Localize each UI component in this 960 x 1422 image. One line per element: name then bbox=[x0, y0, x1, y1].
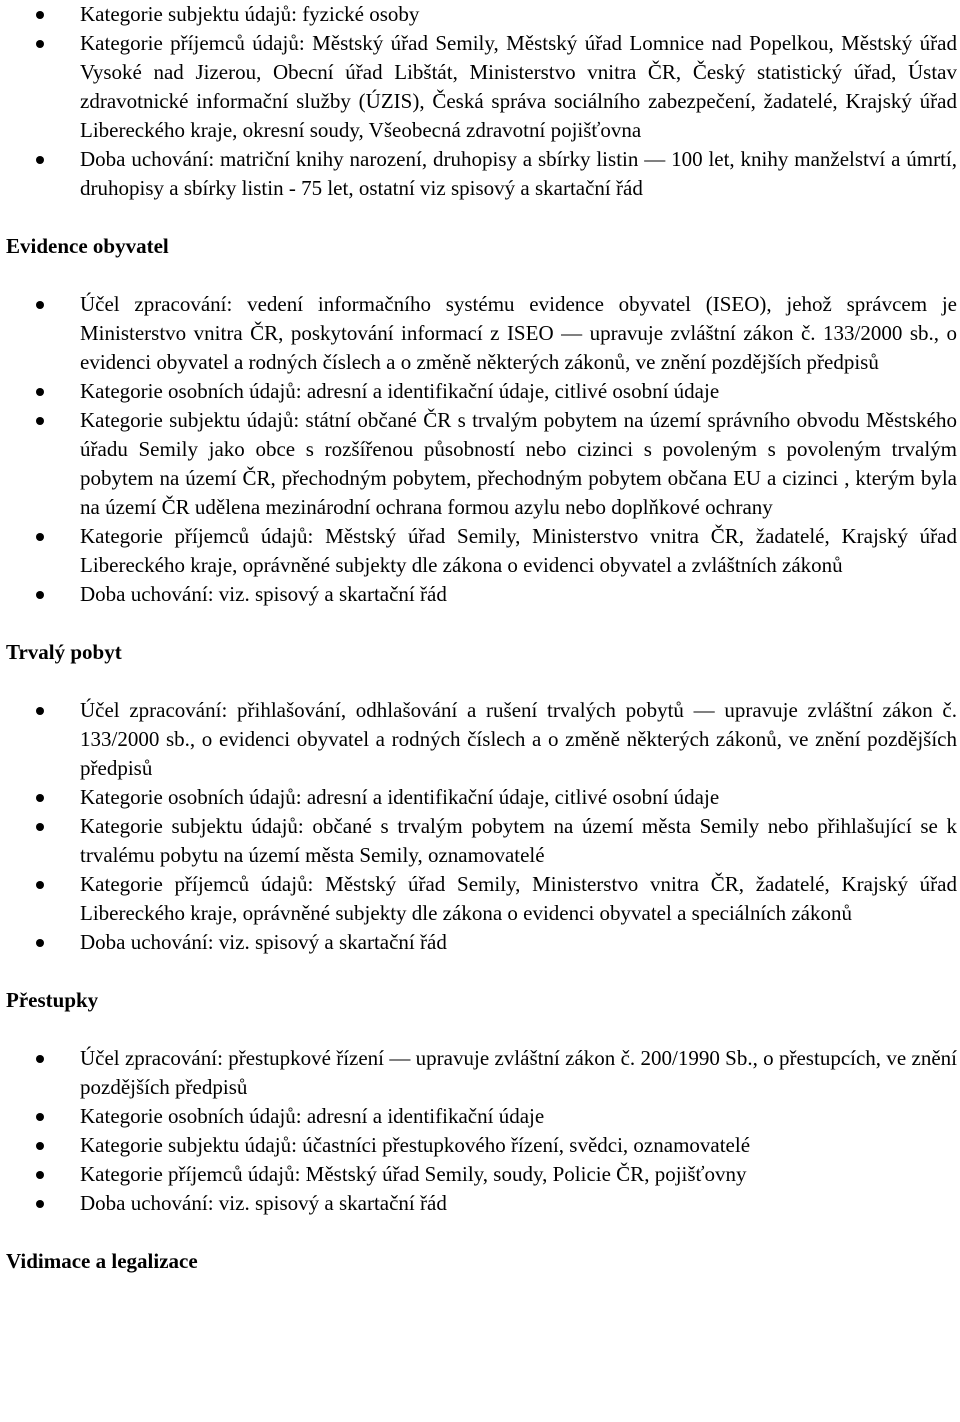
list-item: Účel zpracování: vedení informačního systému evidence obyvatel (ISEO), jehož správcem je Ministerstvo vnitra ČR, poskytování informací z ISEO — upravuje zvláštní zákon č. 133/2000 sb., o evidenci obyvatel a rodných číslech a o změně některých zákonů, ve znění pozdějších předpisů bbox=[80, 290, 957, 377]
section-heading: Přestupky bbox=[6, 988, 99, 1012]
list-item: Kategorie subjektu údajů: státní občané ČR s trvalým pobytem na území správního obvodu Městského úřadu Semily jako obce s rozšířenou působností nebo cizinci s povoleným s povoleným trvalým pobytem na území ČR, přechodným pobytem, přechodným pobytem občana EU a cizinci , kterým byla na území ČR udělena mezinárodní ochrana formou azylu nebo doplňkové ochrany bbox=[80, 406, 957, 522]
intro-list bbox=[0, 0, 960, 203]
bullet-icon bbox=[36, 881, 44, 889]
list-item: Kategorie příjemců údajů: Městský úřad Semily, Městský úřad Lomnice nad Popelkou, Městský úřad Vysoké nad Jizerou, Obecní úřad Libštát, Ministerstvo vnitra ČR, Český statistický úřad, Ústav zdravotnické informační služby (ÚZIS), Česká správa sociálního zabezpečení, žadatelé, Krajský úřad Libereckého kraje, okresní soudy, Všeobecná zdravotní pojišťovna bbox=[80, 29, 957, 145]
list-item: Doba uchování: viz. spisový a skartační řád bbox=[80, 928, 957, 957]
list-item: Kategorie osobních údajů: adresní a identifikační údaje bbox=[80, 1102, 957, 1131]
list-item: Kategorie subjektu údajů: občané s trvalým pobytem na území města Semily nebo přihlašující se k trvalému pobytu na území města Semily, oznamovatelé bbox=[80, 812, 957, 870]
bullet-icon bbox=[36, 1200, 44, 1208]
bullet-icon bbox=[36, 11, 44, 19]
bullet-icon bbox=[36, 301, 44, 309]
section-list bbox=[0, 1044, 960, 1218]
bullet-icon bbox=[36, 417, 44, 425]
list-item: Kategorie subjektu údajů: účastníci přestupkového řízení, svědci, oznamovatelé bbox=[80, 1131, 957, 1160]
bullet-icon bbox=[36, 591, 44, 599]
list-item: Účel zpracování: přihlašování, odhlašování a rušení trvalých pobytů — upravuje zvláštní zákon č. 133/2000 sb., o evidenci obyvatel a rodných číslech a o změně některých zákonů, ve znění pozdějších předpisů bbox=[80, 696, 957, 783]
bullet-icon bbox=[36, 533, 44, 541]
list-item: Kategorie příjemců údajů: Městský úřad Semily, soudy, Policie ČR, pojišťovny bbox=[80, 1160, 957, 1189]
section-heading: Evidence obyvatel bbox=[6, 234, 169, 258]
bullet-icon bbox=[36, 1142, 44, 1150]
list-item: Kategorie příjemců údajů: Městský úřad Semily, Ministerstvo vnitra ČR, žadatelé, Krajský úřad Libereckého kraje, oprávněné subjekty dle zákona o evidenci obyvatel a speciálních zákonů bbox=[80, 870, 957, 928]
section-heading: Trvalý pobyt bbox=[6, 640, 122, 664]
list-item: Kategorie příjemců údajů: Městský úřad Semily, Ministerstvo vnitra ČR, žadatelé, Krajský úřad Libereckého kraje, oprávněné subjekty dle zákona o evidenci obyvatel a zvláštních zákonů bbox=[80, 522, 957, 580]
list-item: Účel zpracování: přestupkové řízení — upravuje zvláštní zákon č. 200/1990 Sb., o přestupcích, ve znění pozdějších předpisů bbox=[80, 1044, 957, 1102]
bullet-icon bbox=[36, 707, 44, 715]
bullet-icon bbox=[36, 40, 44, 48]
list-item: Doba uchování: viz. spisový a skartační řád bbox=[80, 1189, 957, 1218]
bullet-icon bbox=[36, 794, 44, 802]
bullet-icon bbox=[36, 823, 44, 831]
section-list bbox=[0, 290, 960, 609]
list-item: Doba uchování: matriční knihy narození, druhopisy a sbírky listin — 100 let, knihy manželství a úmrtí, druhopisy a sbírky listin - 75 let, ostatní viz spisový a skartační řád bbox=[80, 145, 957, 203]
bullet-icon bbox=[36, 939, 44, 947]
bullet-icon bbox=[36, 156, 44, 164]
section-list bbox=[0, 696, 960, 957]
bullet-icon bbox=[36, 1113, 44, 1121]
section-heading: Vidimace a legalizace bbox=[6, 1249, 198, 1273]
list-item: Kategorie osobních údajů: adresní a identifikační údaje, citlivé osobní údaje bbox=[80, 377, 957, 406]
bullet-icon bbox=[36, 388, 44, 396]
list-item: Kategorie osobních údajů: adresní a identifikační údaje, citlivé osobní údaje bbox=[80, 783, 957, 812]
list-item: Doba uchování: viz. spisový a skartační řád bbox=[80, 580, 957, 609]
list-item: Kategorie subjektu údajů: fyzické osoby bbox=[80, 0, 957, 29]
bullet-icon bbox=[36, 1055, 44, 1063]
bullet-icon bbox=[36, 1171, 44, 1179]
